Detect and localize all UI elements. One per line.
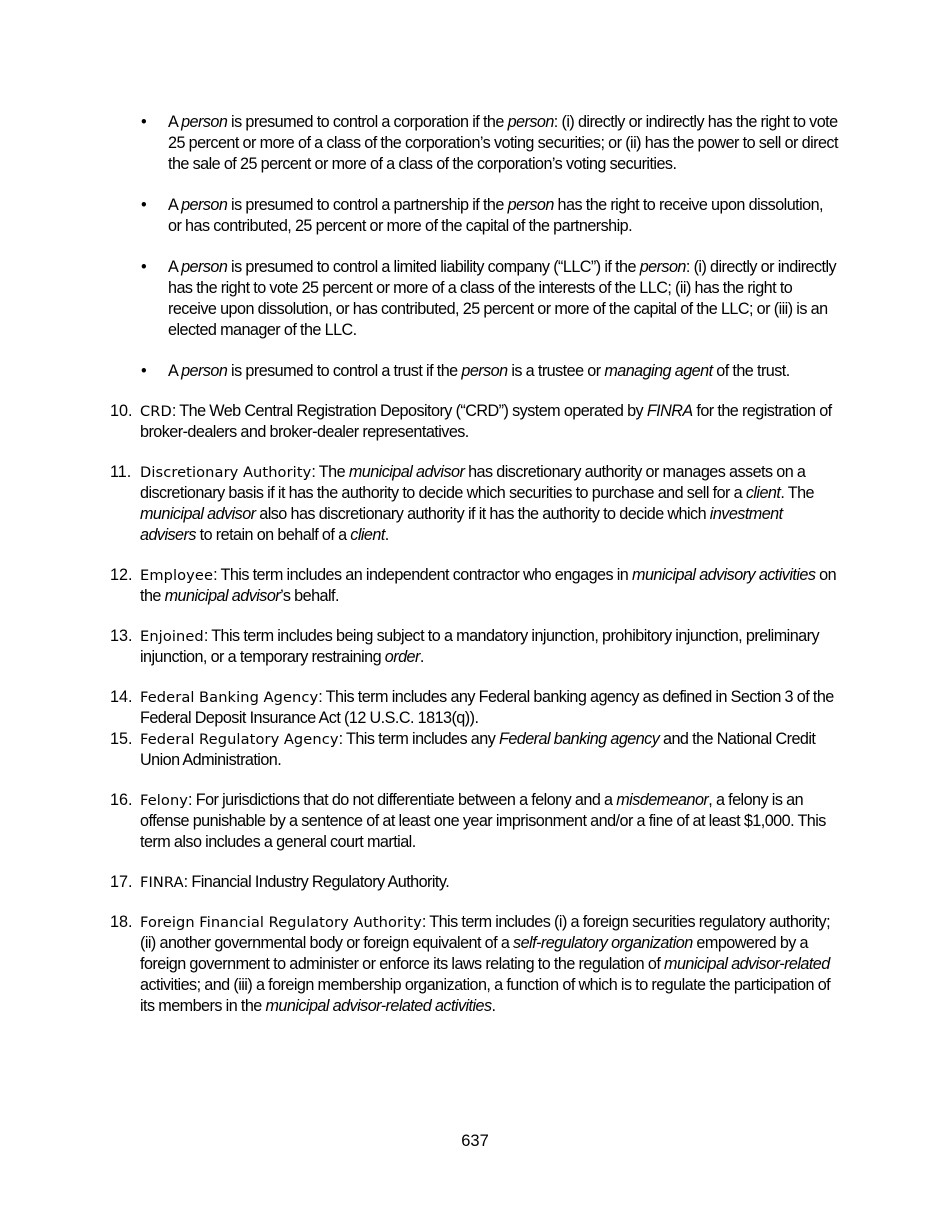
page-number: 637 [461, 1132, 489, 1150]
item-number: 10. [110, 402, 133, 420]
text-run: : (i) directly or indirectly has the right to vote 25 percent or more of a class of the corporation’s voting securities; or (ii) has the power to sell or direct the sale of 25 percent or more of a class of the corporation’s voting securities. [168, 113, 838, 173]
text-run: : Financial Industry Regulatory Authority. [183, 873, 450, 891]
defined-term: municipal advisor [164, 587, 281, 605]
defined-term: managing agent [604, 362, 713, 380]
item-number: 11. [110, 463, 132, 481]
text-run: : This term includes (i) a foreign securities regulatory authority; (ii) another governmental body or foreign equivalent of a [140, 913, 831, 952]
text-run: A [168, 196, 182, 214]
text-run: : This term includes any [338, 730, 499, 748]
text-run: has discretionary authority or manages assets on a discretionary basis if it has the authority to decide which securities to purchase and sell for a [140, 463, 806, 502]
definition-employee [110, 565, 838, 607]
text-run: . The [780, 484, 814, 502]
text-run: of the trust. [712, 362, 790, 380]
term-name: Federal Regulatory Agency [140, 731, 339, 748]
text-run: is presumed to control a trust if the [227, 362, 462, 380]
text-run: is presumed to control a partnership if the [227, 196, 508, 214]
text-run: is presumed to control a limited liability company (“LLC”) if the [227, 258, 640, 276]
text-run: A [168, 258, 182, 276]
text-run: A [168, 362, 182, 380]
bullet-icon: • [141, 196, 147, 214]
item-number: 13. [110, 627, 133, 645]
text-run: : The Web Central Registration Depository (“CRD”) system operated by [171, 402, 647, 420]
item-number: 18. [110, 913, 133, 931]
text-run: on the [140, 566, 837, 605]
defined-term: Federal banking agency [498, 730, 660, 748]
defined-term: person [181, 196, 228, 214]
bullet-icon: • [141, 113, 147, 131]
bullet-partnership [110, 195, 838, 237]
text-run: also has discretionary authority if it has the authority to decide which [255, 505, 710, 523]
defined-term: person [181, 258, 228, 276]
item-number: 14. [110, 688, 133, 706]
item-number: 16. [110, 791, 133, 809]
text-run: empowered by a foreign government to administer or enforce its laws relating to the regulation of [140, 934, 809, 973]
text-run: . [384, 526, 389, 544]
text-run: : This term includes any Federal banking agency as defined in Section 3 of the Federal Deposit Insurance Act (12 U.S.C. 1813(q)). [140, 688, 834, 727]
term-name: Discretionary Authority [140, 464, 312, 481]
text-run: has the right to receive upon dissolution, or has contributed, 25 percent or more of the capital of the partnership. [168, 196, 823, 235]
bullet-llc [110, 257, 838, 341]
definition-finra [110, 872, 838, 893]
page-content [110, 112, 838, 1036]
defined-term: person [507, 113, 554, 131]
text-run: . [491, 997, 496, 1015]
defined-term: municipal advisor-related activities [265, 997, 492, 1015]
text-run: , a felony is an offense punishable by a sentence of at least one year imprisonment and/or a fine of at least $1,000. This term also includes a general court martial. [140, 791, 826, 851]
bullet-trust [110, 361, 838, 382]
bullet-corporation [110, 112, 838, 175]
term-name: FINRA [140, 874, 184, 891]
text-run: is a trustee or [507, 362, 605, 380]
defined-term: FINRA [646, 402, 693, 420]
item-number: 15. [110, 730, 133, 748]
definition-federal-banking-agency [110, 687, 838, 729]
term-name: Felony [140, 792, 189, 809]
defined-term: municipal advisory activities [632, 566, 816, 584]
definition-foreign-financial-regulatory-authority [110, 912, 838, 1017]
control-presumption-list [110, 112, 838, 382]
defined-term: person [639, 258, 686, 276]
definition-federal-regulatory-agency [110, 729, 838, 771]
term-name: Federal Banking Agency [140, 689, 319, 706]
item-number: 12. [110, 566, 133, 584]
defined-term: self-regulatory organization [513, 934, 693, 952]
defined-term: person [181, 113, 228, 131]
text-run: : (i) directly or indirectly has the right to vote 25 percent or more of a class of the interests of the LLC; (ii) has the right to receive upon dissolution, or has contributed, 25 percent or more of the capital of the LLC; or (iii) is an elected manager of the LLC. [168, 258, 837, 339]
term-name: Foreign Financial Regulatory Authority [140, 914, 422, 931]
text-run: : This term includes an independent contractor who engages in [213, 566, 633, 584]
term-name: Employee [140, 567, 214, 584]
defined-term: municipal advisor-related [664, 955, 830, 973]
defined-term: person [181, 362, 228, 380]
definition-felony [110, 790, 838, 853]
defined-term: municipal advisor [140, 505, 256, 523]
text-run: : The [311, 463, 349, 481]
text-run: ’s behalf. [280, 587, 339, 605]
term-name: CRD [140, 403, 172, 420]
defined-term: order [384, 648, 420, 666]
text-run: A [168, 113, 182, 131]
defined-term: person [461, 362, 508, 380]
text-run: . [419, 648, 424, 666]
text-run: for the registration of broker-dealers and broker-dealer representatives. [140, 402, 832, 441]
defined-term: person [507, 196, 554, 214]
definition-enjoined [110, 626, 838, 668]
item-number: 17. [110, 873, 133, 891]
defined-term: investment advisers [140, 505, 783, 544]
text-run: : This term includes being subject to a mandatory injunction, prohibitory injunction, preliminary injunction, or a temporary restraining [140, 627, 819, 666]
defined-term: client [350, 526, 385, 544]
defined-term: client [745, 484, 781, 502]
text-run: activities; and (iii) a foreign membership organization, a function of which is to regulate the participation of its members in the [140, 976, 831, 1015]
text-run: and the National Credit Union Administration. [140, 730, 816, 769]
text-run: is presumed to control a corporation if the [227, 113, 508, 131]
bullet-icon: • [141, 362, 147, 380]
text-run: to retain on behalf of a [195, 526, 351, 544]
definition-discretionary-authority [110, 462, 838, 546]
text-run: : For jurisdictions that do not differentiate between a felony and a [188, 791, 617, 809]
definition-crd [110, 401, 838, 443]
defined-term: misdemeanor [616, 791, 709, 809]
defined-term: municipal advisor [348, 463, 465, 481]
bullet-icon: • [141, 258, 147, 276]
term-name: Enjoined [140, 628, 204, 645]
definitions-list [110, 401, 838, 1017]
